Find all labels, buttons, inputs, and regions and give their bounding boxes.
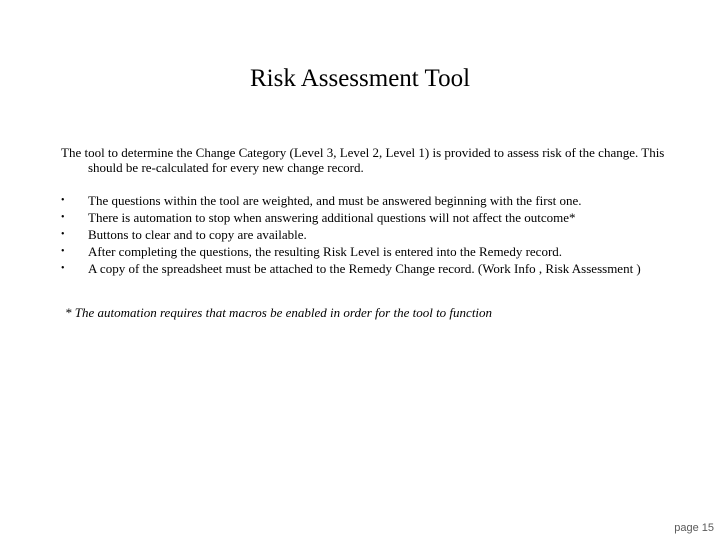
bullet-icon: • (61, 195, 65, 206)
bullet-item (61, 244, 661, 259)
footnote: * The automation requires that macros be enabled in order for the tool to function (65, 305, 493, 320)
bullet-icon: • (61, 212, 65, 223)
bullet-icon: • (61, 263, 65, 274)
page-number: page 15 (674, 522, 714, 534)
slide-title: Risk Assessment Tool (249, 65, 471, 92)
bullet-item (61, 193, 661, 208)
intro-paragraph: The tool to determine the Change Category (Level 3, Level 2, Level 1) is provided to assess risk of the change. This should be re-calculated for every new change record. (61, 145, 665, 175)
bullet-text: Buttons to clear and to copy are available. (88, 227, 307, 242)
bullet-icon: • (61, 229, 65, 240)
bullet-text: There is automation to stop when answering additional questions will not affect the outcome* (88, 210, 576, 225)
bullet-text: After completing the questions, the resulting Risk Level is entered into the Remedy record. (88, 244, 563, 259)
bullet-item (61, 227, 661, 242)
bullet-item (61, 210, 661, 225)
bullet-icon: • (61, 246, 65, 257)
bullet-text: A copy of the spreadsheet must be attached to the Remedy Change record. (Work Info , Risk Assessment ) (88, 261, 641, 276)
bullet-text: The questions within the tool are weighted, and must be answered beginning with the first one. (88, 193, 582, 208)
bullet-list (61, 193, 661, 278)
bullet-item (61, 261, 661, 276)
